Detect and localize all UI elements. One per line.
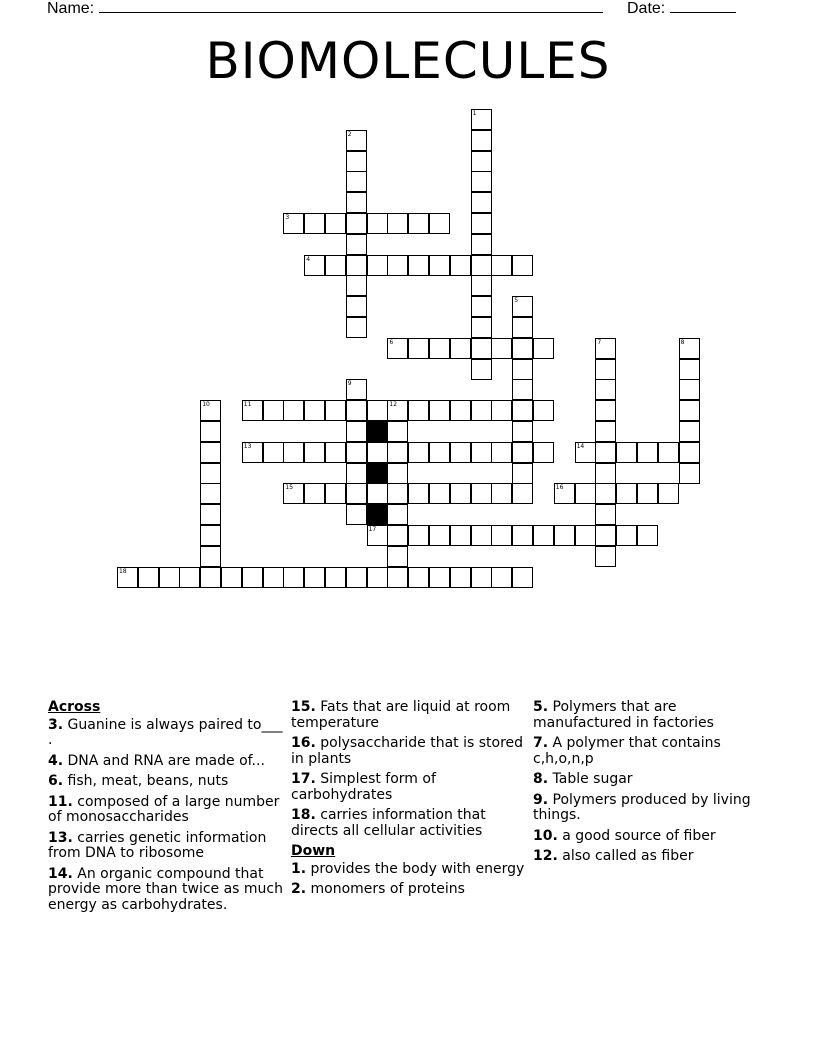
clue-text: An organic compound that provide more than twice as much energy as carbohydrates. [48,865,283,913]
across-clue-list [48,718,286,914]
crossword-cell[interactable] [283,213,304,234]
clue-item [291,862,529,878]
crossword-cell[interactable] [387,338,408,359]
crossword-cell[interactable] [304,483,325,504]
clue-number-label: 17. [291,771,316,787]
clue-number-label: 5. [533,699,549,715]
crossword-cell[interactable] [491,567,512,588]
clue-number: 3 [285,214,290,221]
crossword-cell[interactable] [367,525,388,546]
crossword-cell[interactable] [387,421,408,442]
clue-item [533,772,771,788]
crossword-cell[interactable] [304,400,325,421]
crossword-cell[interactable] [512,483,533,504]
crossword-cell[interactable] [512,421,533,442]
down-clue-list-continued [533,700,771,865]
crossword-cell[interactable] [429,255,450,276]
clue-number: 15 [285,484,294,492]
crossword-cell[interactable] [200,400,221,421]
crossword-cell[interactable] [595,525,616,546]
crossword-cell[interactable] [595,483,616,504]
clue-number-label: 18. [291,807,316,823]
crossword-cell[interactable] [450,255,471,276]
crossword-cell[interactable] [471,192,492,213]
crossword-cell[interactable] [471,483,492,504]
crossword-cell[interactable] [200,421,221,442]
clue-number: 7 [597,338,602,346]
crossword-cell[interactable] [346,213,367,234]
crossword-cell[interactable] [512,255,533,276]
across-heading: Across [48,699,101,715]
crossword-cell[interactable] [387,255,408,276]
crossword-cell[interactable] [408,213,429,234]
clue-number: 17 [368,526,377,533]
crossword-cell[interactable] [367,567,388,588]
crossword-cell[interactable] [159,567,180,588]
crossword-cell[interactable] [200,483,221,504]
crossword-cell[interactable] [346,234,367,255]
clue-number: 2 [347,130,352,138]
clue-text: Guanine is always paired to___ . [48,716,283,748]
clue-text: carries genetic information from DNA to ribosome [48,829,267,861]
down-clue-list [291,862,529,898]
crossword-cell[interactable] [304,213,325,234]
crossword-cell[interactable] [637,442,658,463]
clue-number-label: 16. [291,735,316,751]
blocked-cell [367,421,388,442]
crossword-cell[interactable] [325,255,346,276]
crossword-cell[interactable] [283,567,304,588]
crossword-cell[interactable] [491,442,512,463]
crossword-cell[interactable] [367,213,388,234]
clue-text: Fats that are liquid at room temperature [291,699,511,731]
page-title: BIOMOLECULES [205,32,611,90]
clue-number: 18 [119,567,127,575]
crossword-cell[interactable] [512,400,533,421]
crossword-cell[interactable] [595,463,616,484]
clues-column-2 [291,700,529,903]
clue-number-label: 10. [533,827,558,844]
crossword-cell[interactable] [595,338,616,359]
clue-item [291,700,529,731]
crossword-cell[interactable] [429,338,450,359]
crossword-cell[interactable] [346,296,367,317]
crossword-cell[interactable] [242,442,263,463]
crossword-cell[interactable] [408,442,429,463]
crossword-cell[interactable] [616,525,637,546]
crossword-cell[interactable] [429,213,450,234]
crossword-cell[interactable] [346,442,367,463]
clue-number-label: 15. [291,699,316,715]
clue-item [533,793,771,824]
crossword-cell[interactable] [346,463,367,484]
crossword-cell[interactable] [471,109,492,130]
crossword-cell[interactable] [304,442,325,463]
clue-number: 5 [514,297,519,305]
clue-number-label: 13. [48,829,73,846]
crossword-cell[interactable] [471,130,492,151]
down-heading: Down [291,843,336,859]
crossword-cell[interactable] [346,255,367,276]
crossword-cell[interactable] [512,338,533,359]
crossword-cell[interactable] [533,442,554,463]
crossword-cell[interactable] [200,442,221,463]
clue-item [48,867,286,914]
crossword-cell[interactable] [471,255,492,276]
crossword-cell[interactable] [595,379,616,400]
clue-text: a good source of fiber [557,827,716,844]
crossword-cell[interactable] [346,151,367,172]
crossword-cell[interactable] [346,400,367,421]
clue-number-label: 6. [48,773,64,789]
crossword-cell[interactable] [200,546,221,567]
crossword-cell[interactable] [263,567,284,588]
crossword-cell[interactable] [325,442,346,463]
crossword-cell[interactable] [512,317,533,338]
crossword-cell[interactable] [325,567,346,588]
clue-number: 12 [389,401,398,409]
crossword-cell[interactable] [637,525,658,546]
clue-text: DNA and RNA are made of... [63,752,265,769]
crossword-cell[interactable] [325,400,346,421]
crossword-cell[interactable] [554,483,575,504]
clue-text: A polymer that contains c,h,o,n,p [533,735,721,767]
crossword-cell[interactable] [450,338,471,359]
crossword-cell[interactable] [450,525,471,546]
crossword-cell[interactable] [367,442,388,463]
crossword-cell[interactable] [491,525,512,546]
crossword-cell[interactable] [263,400,284,421]
crossword-cell[interactable] [471,234,492,255]
crossword-cell[interactable] [450,400,471,421]
crossword-cell[interactable] [595,504,616,525]
clue-number: 13 [243,442,252,450]
crossword-cell[interactable] [637,483,658,504]
crossword-cell[interactable] [408,400,429,421]
crossword-cell[interactable] [512,463,533,484]
clue-item [48,718,286,749]
clue-number: 14 [576,442,585,450]
crossword-cell[interactable] [200,463,221,484]
crossword-cell[interactable] [408,567,429,588]
clues-column-3 [533,700,771,870]
crossword-cell[interactable] [346,275,367,296]
crossword-cell[interactable] [117,567,138,588]
crossword-cell[interactable] [679,463,700,484]
clue-number: 9 [347,380,352,388]
date-label: Date: [627,0,666,17]
crossword-cell[interactable] [471,442,492,463]
crossword-cell[interactable] [595,359,616,380]
crossword-cell[interactable] [471,567,492,588]
crossword-cell[interactable] [367,483,388,504]
clue-number: 8 [680,338,685,346]
crossword-cell[interactable] [471,400,492,421]
crossword-cell[interactable] [346,567,367,588]
crossword-cell[interactable] [679,338,700,359]
crossword-cell[interactable] [679,379,700,400]
clue-item [48,754,286,770]
crossword-cell[interactable] [408,525,429,546]
clue-text: Polymers produced by living things. [533,791,751,823]
crossword-cell[interactable] [512,525,533,546]
crossword-cell[interactable] [387,442,408,463]
clue-number-label: 4. [48,752,64,769]
crossword-cell[interactable] [408,338,429,359]
clue-number-label: 1. [291,860,307,877]
crossword-cell[interactable] [263,442,284,463]
crossword-cell[interactable] [471,525,492,546]
crossword-cell[interactable] [179,567,200,588]
clue-item [291,772,529,803]
crossword-cell[interactable] [429,525,450,546]
crossword-cell[interactable] [679,359,700,380]
crossword-cell[interactable] [304,567,325,588]
clue-item [48,774,286,790]
crossword-cell[interactable] [387,483,408,504]
clue-number: 16 [555,484,564,492]
crossword-cell[interactable] [346,317,367,338]
crossword-cell[interactable] [491,255,512,276]
crossword-cell[interactable] [387,400,408,421]
crossword-cell[interactable] [200,567,221,588]
clue-text: Table sugar [548,771,633,787]
crossword-cell[interactable] [242,567,263,588]
clue-number: 11 [243,401,252,409]
crossword-cell[interactable] [512,442,533,463]
crossword-cell[interactable] [471,296,492,317]
crossword-cell[interactable] [346,192,367,213]
crossword-cell[interactable] [346,504,367,525]
clue-item [48,795,286,826]
clue-text: Simplest form of carbohydrates [291,771,436,803]
crossword-cell[interactable] [471,317,492,338]
crossword-cell[interactable] [346,421,367,442]
clue-text: provides the body with energy [306,860,525,877]
crossword-cell[interactable] [533,525,554,546]
clue-item [48,831,286,862]
crossword-cell[interactable] [554,525,575,546]
crossword-cell[interactable] [471,151,492,172]
clue-text: monomers of proteins [306,881,465,897]
crossword-cell[interactable] [679,400,700,421]
crossword-cell[interactable] [138,567,159,588]
crossword-cell[interactable] [387,463,408,484]
crossword-cell[interactable] [304,255,325,276]
crossword-cell[interactable] [408,255,429,276]
crossword-cell[interactable] [512,296,533,317]
crossword-cell[interactable] [325,213,346,234]
clue-number-label: 14. [48,865,73,882]
clue-item [533,849,771,865]
crossword-cell[interactable] [367,255,388,276]
crossword-cell[interactable] [283,400,304,421]
crossword-cell[interactable] [450,567,471,588]
crossword-cell[interactable] [595,400,616,421]
crossword-cell[interactable] [491,483,512,504]
crossword-cell[interactable] [242,400,263,421]
clue-number-label: 7. [533,735,549,751]
clue-item [291,736,529,767]
crossword-cell[interactable] [512,379,533,400]
crossword-cell[interactable] [429,442,450,463]
crossword-cell[interactable] [679,421,700,442]
clue-number-label: 11. [48,793,73,810]
clue-number: 10 [202,401,210,409]
crossword-cell[interactable] [450,483,471,504]
crossword-cell[interactable] [387,525,408,546]
clue-text: fish, meat, beans, nuts [63,773,229,789]
crossword-cell[interactable] [429,483,450,504]
crossword-cell[interactable] [387,567,408,588]
crossword-cell[interactable] [512,359,533,380]
crossword-cell[interactable] [346,379,367,400]
clue-item [533,736,771,767]
crossword-cell[interactable] [429,567,450,588]
crossword-cell[interactable] [408,483,429,504]
clue-number-label: 9. [533,791,549,808]
crossword-cell[interactable] [387,504,408,525]
crossword-cell[interactable] [283,483,304,504]
crossword-cell[interactable] [221,567,242,588]
crossword-cell[interactable] [658,483,679,504]
crossword-cell[interactable] [595,546,616,567]
across-clue-list-continued [291,700,529,839]
crossword-cell[interactable] [512,567,533,588]
crossword-cell[interactable] [387,213,408,234]
crossword-cell[interactable] [346,171,367,192]
crossword-cell[interactable] [595,421,616,442]
crossword-cell[interactable] [679,442,700,463]
crossword-cell[interactable] [471,275,492,296]
crossword-cell[interactable] [450,442,471,463]
clue-number-label: 12. [533,848,558,864]
crossword-cell[interactable] [471,213,492,234]
clue-item [291,882,529,898]
clue-text: polysaccharide that is stored in plants [291,735,524,767]
clue-item [533,700,771,731]
crossword-cell[interactable] [367,400,388,421]
clue-item [291,808,529,839]
name-label: Name: [47,0,95,17]
crossword-cell[interactable] [471,338,492,359]
crossword-cell[interactable] [491,338,512,359]
crossword-cell[interactable] [616,442,637,463]
clue-text: composed of a large number of monosaccharides [48,793,280,825]
clue-item [533,829,771,845]
clue-number: 4 [306,255,311,263]
crossword-cell[interactable] [346,130,367,151]
clue-number: 1 [472,110,477,117]
crossword-cell[interactable] [429,400,450,421]
clue-text: also called as fiber [557,848,694,864]
clue-number-label: 3. [48,716,64,733]
crossword-cell[interactable] [575,442,596,463]
crossword-cell[interactable] [387,546,408,567]
crossword-cell[interactable] [533,400,554,421]
crossword-cell[interactable] [471,171,492,192]
crossword-cell[interactable] [575,483,596,504]
crossword-cell[interactable] [200,504,221,525]
clue-number-label: 2. [291,881,307,897]
clue-text: carries information that directs all cellular activities [291,807,486,839]
crossword-cell[interactable] [575,525,596,546]
clue-number-label: 8. [533,771,549,787]
clue-text: Polymers that are manufactured in factories [533,699,714,731]
clues-column-1 [48,700,286,918]
clue-number: 6 [389,338,394,346]
crossword-cell[interactable] [491,400,512,421]
crossword-cell[interactable] [283,442,304,463]
crossword-cell[interactable] [325,483,346,504]
blocked-cell [367,504,388,525]
crossword-cell[interactable] [595,442,616,463]
crossword-cell[interactable] [616,483,637,504]
crossword-cell[interactable] [471,359,492,380]
crossword-cell[interactable] [658,442,679,463]
crossword-cell[interactable] [346,483,367,504]
blocked-cell [367,463,388,484]
crossword-cell[interactable] [200,525,221,546]
crossword-cell[interactable] [533,338,554,359]
